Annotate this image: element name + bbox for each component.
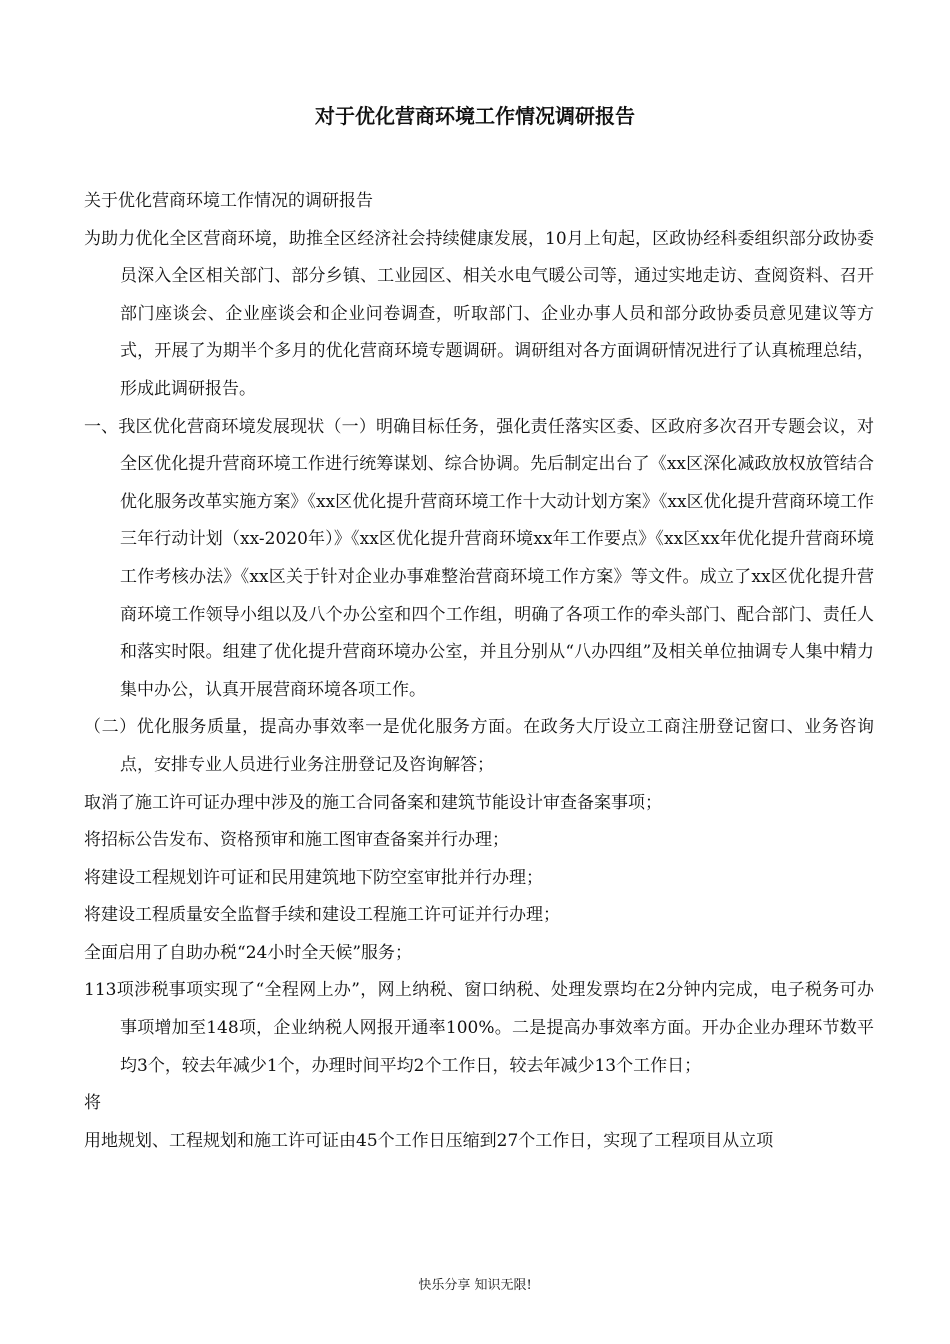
document-body [84, 183, 874, 1160]
page-footer: 快乐分享 知识无限! [418, 1278, 532, 1293]
paragraph-item: 取消了施工许可证办理中涉及的施工合同备案和建筑节能设计审查备案事项； [84, 792, 662, 813]
paragraph-subtitle: 关于优化营商环境工作情况的调研报告 [84, 191, 373, 211]
paragraph-fragment: 将 [84, 1093, 101, 1114]
paragraph-land-planning: 用地规划、工程规划和施工许可证由45个工作日压缩到27个工作日，实现了工程项目从立项 [84, 1130, 774, 1151]
paragraph-intro: 为助力优化全区营商环境，助推全区经济社会持续健康发展，10月上旬起，区政协经科委组织部分政协委员深入全区相关部门、部分乡镇、工业园区、相关水电气暖公司等，通过实地走访、查阅资料、召开部门座谈会、企业座谈会和企业问卷调查，听取部门、企业办事人员和部分政协委员意见建议等方式，开展了为期半个多月的优化营商环境专题调研。调研组对各方面调研情况进行了认真梳理总结，形成此调研报告。 [84, 228, 874, 399]
paragraph-item: 将招标公告发布、资格预审和施工图审查备案并行办理； [84, 830, 509, 851]
paragraph-item: 全面启用了自助办税“24小时全天候”服务； [84, 942, 413, 963]
paragraph-tax: 113项涉税事项实现了“全程网上办”，网上纳税、窗口纳税、处理发票均在2分钟内完成，电子税务可办事项增加至148项，企业纳税人网报开通率100%。二是提高办事效率方面。开办企业办理环节数平均3个，较去年减少1个，办理时间平均2个工作日，较去年减少13个工作日； [84, 980, 874, 1076]
paragraph-section-one: 一、我区优化营商环境发展现状（一）明确目标任务，强化责任落实区委、区政府多次召开专题会议，对全区优化提升营商环境工作进行统筹谋划、综合协调。先后制定出台了《xx区深化减政放权放管结合优化服务改革实施方案》《xx区优化提升营商环境工作十大动计划方案》《xx区优化提升营商环境工作三年行动计划（xx-2020年）》《xx区优化提升营商环境xx年工作要点》《xx区xx年优化提升营商环境工作考核办法》《xx区关于针对企业办事难整治营商环境工作方案》等文件。成立了xx区优化提升营商环境工作领导小组以及八个办公室和四个工作组，明确了各项工作的牵头部门、配合部门、责任人和落实时限。组建了优化提升营商环境办公室，并且分别从“八办四组”及相关单位抽调专人集中精力集中办公，认真开展营商环境各项工作。 [84, 416, 874, 700]
document-title: 对于优化营商环境工作情况调研报告 [315, 104, 635, 128]
paragraph-item: 将建设工程质量安全监督手续和建设工程施工许可证并行办理； [84, 905, 560, 926]
paragraph-section-two: （二）优化服务质量，提高办事效率一是优化服务方面。在政务大厅设立工商注册登记窗口、业务咨询点，安排专业人员进行业务注册登记及咨询解答； [84, 717, 874, 775]
paragraph-item: 将建设工程规划许可证和民用建筑地下防空室审批并行办理； [84, 867, 543, 888]
